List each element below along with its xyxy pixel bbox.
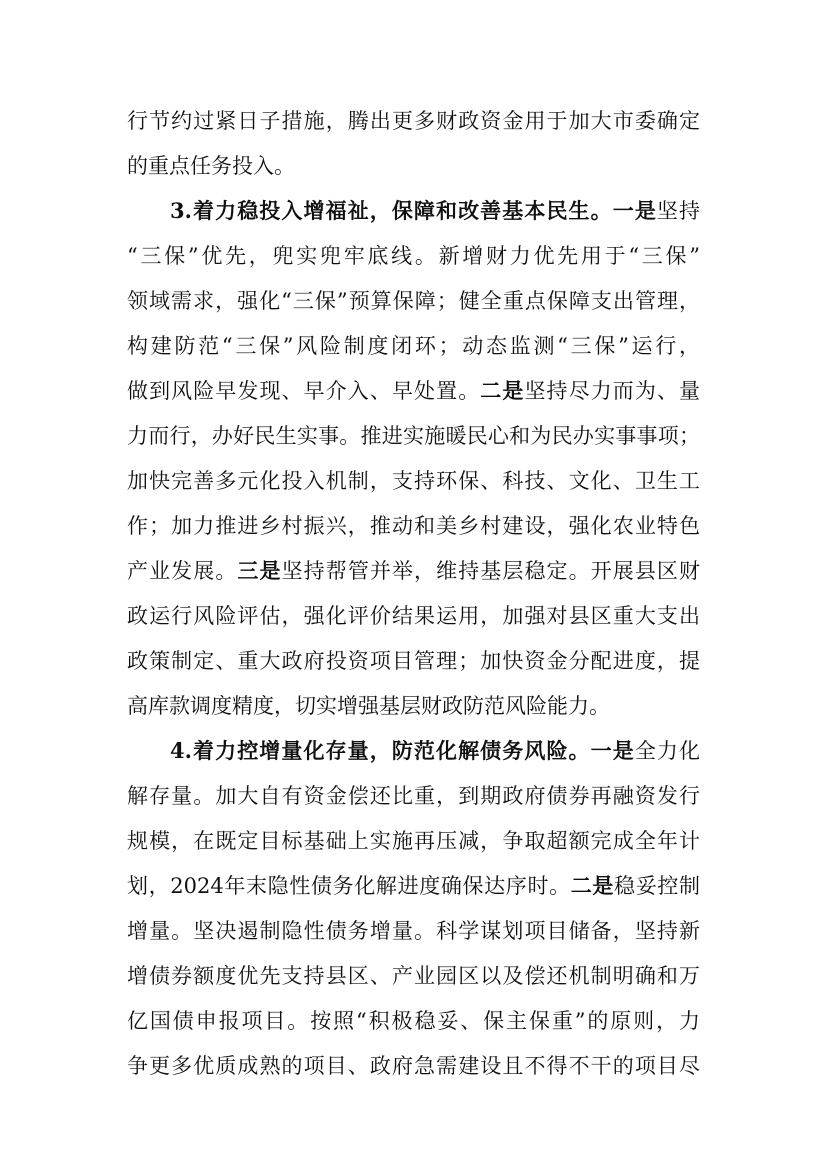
text-segment: 亿国债申报项目。按照“积极稳妥、保主保重”的原则，力 — [127, 1009, 700, 1033]
text-segment: 争更多优质成熟的项目、政府急需建设且不得不干的项目尽 — [127, 1054, 700, 1078]
text-line — [127, 1006, 700, 1036]
text-line — [127, 466, 700, 496]
text-line — [127, 601, 700, 631]
text-line — [127, 106, 700, 136]
text-segment: “三保”优先，兜实兜牢底线。新增财力优先用于“三保” — [127, 244, 700, 268]
section-3-heading-line — [170, 196, 700, 226]
point-marker-one: 一是 — [590, 738, 635, 763]
text-segment: 行节约过紧日子措施，腾出更多财政资金用于加大市委确定 — [127, 109, 700, 133]
text-line — [127, 1051, 700, 1081]
text-segment: 政运行风险评估，强化评价结果运用，加强对县区重大支出 — [127, 604, 700, 628]
point-marker-three: 三是 — [237, 558, 282, 583]
text-line — [127, 286, 700, 316]
text-segment: 坚持帮管并举，维持基层稳定。开展县区财 — [281, 559, 701, 583]
text-line — [127, 826, 700, 856]
text-line — [127, 151, 700, 181]
text-segment: 全力化 — [634, 739, 701, 763]
text-segment: 划，2024年末隐性债务化解进度确保达序时。 — [127, 874, 571, 898]
text-segment: 领域需求，强化“三保”预算保障；健全重点保障支出管理， — [127, 289, 700, 313]
text-segment: 规模，在既定目标基础上实施再压减，争取超额完成全年计 — [127, 829, 700, 853]
text-segment: 加快完善多元化投入机制，支持环保、科技、文化、卫生工 — [127, 469, 700, 493]
text-segment: 坚持尽力而为、量 — [524, 379, 701, 403]
point-marker-one: 一是 — [612, 198, 657, 223]
text-segment: 构建防范“三保”风险制度闭环；动态监测“三保”运行， — [127, 334, 700, 358]
text-segment: 坚持 — [656, 199, 701, 223]
text-segment: 解存量。加大自有资金偿还比重，到期政府债券再融资发行 — [127, 784, 700, 808]
text-segment: 政策制定、重大政府投资项目管理；加快资金分配进度，提 — [127, 649, 700, 673]
text-line — [127, 556, 700, 586]
section-4-heading-line — [170, 736, 700, 766]
text-line — [127, 421, 700, 451]
text-segment: 做到风险早发现、早介入、早处置。 — [127, 379, 481, 403]
text-segment: 增量。坚决遏制隐性债务增量。科学谋划项目储备，坚持新 — [127, 919, 700, 943]
text-line — [127, 691, 700, 721]
text-line — [127, 916, 700, 946]
text-line — [127, 376, 700, 406]
point-marker-two: 二是 — [480, 378, 525, 403]
text-line — [127, 961, 700, 991]
text-segment: 的重点任务投入。 — [127, 154, 295, 178]
text-segment: 增债券额度优先支持县区、产业园区以及偿还机制明确和万 — [127, 964, 700, 988]
text-segment: 高库款调度精度，切实增强基层财政防范风险能力。 — [127, 694, 610, 718]
text-line — [127, 781, 700, 811]
section-3-heading: 3.着力稳投入增福祉，保障和改善基本民生。 — [170, 198, 613, 223]
text-line — [127, 331, 700, 361]
text-line — [127, 241, 700, 271]
section-4-heading: 4.着力控增量化存量，防范化解债务风险。 — [170, 738, 591, 763]
text-line — [127, 871, 700, 901]
text-segment: 作；加力推进乡村振兴，推动和美乡村建设，强化农业特色 — [127, 514, 700, 538]
text-line — [127, 511, 700, 541]
point-marker-two: 二是 — [570, 873, 615, 898]
text-segment: 力而行，办好民生实事。推进实施暖民心和为民办实事事项； — [127, 424, 700, 448]
text-line — [127, 646, 700, 676]
text-segment: 产业发展。 — [127, 559, 238, 583]
text-segment: 稳妥控制 — [614, 874, 700, 898]
